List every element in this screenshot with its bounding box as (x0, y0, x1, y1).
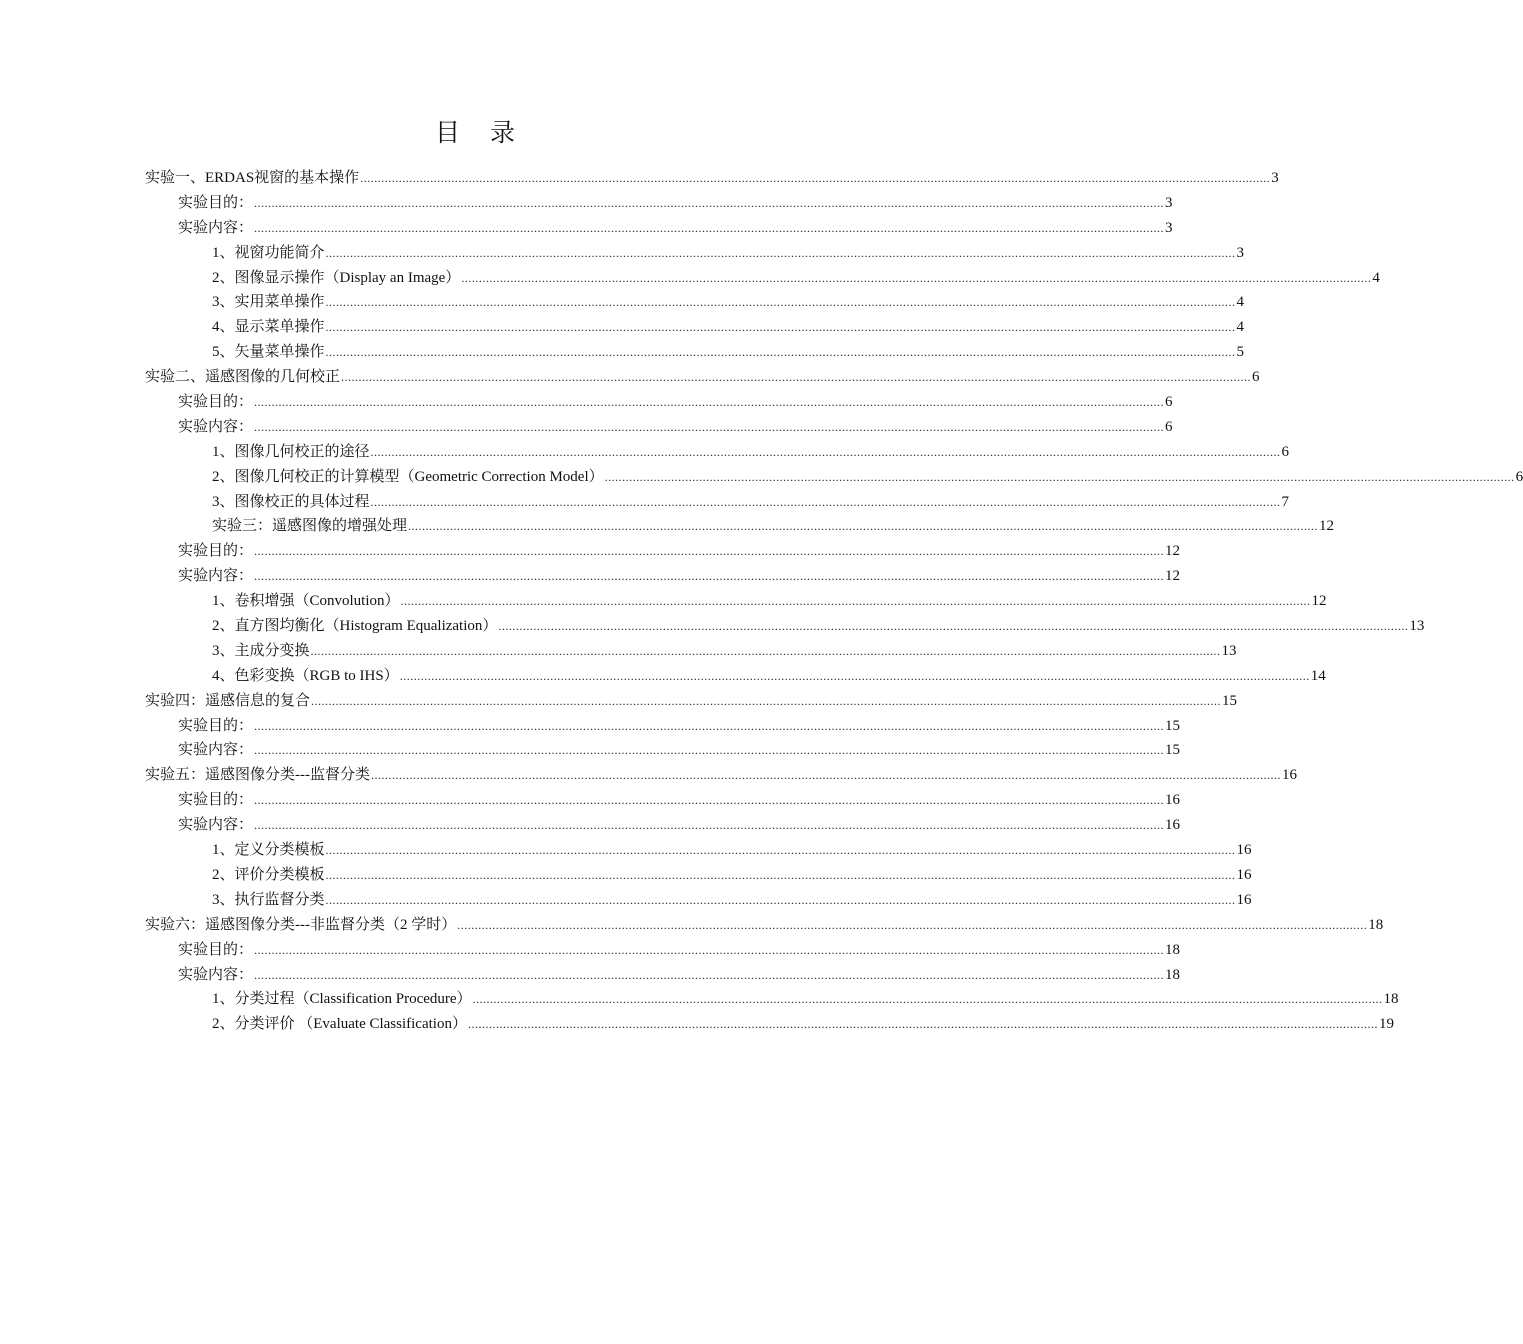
toc-entry-page-number: 4 (1236, 294, 1245, 311)
dot-leader: .................................................................................................................................................................................................................................................................... (325, 345, 1236, 360)
toc-entry-page-number: 18 (1165, 966, 1181, 983)
dot-leader: .................................................................................................................................................................................................................................................................... (370, 444, 1281, 459)
toc-entry-label: 1、卷积增强（Convolution） (212, 593, 400, 610)
toc-entry[interactable] (212, 888, 1252, 913)
toc-entry-page-number: 3 (1165, 219, 1173, 236)
toc-entry-label: 实验目的： (178, 394, 254, 411)
toc-entry[interactable] (178, 216, 1173, 241)
dot-leader: .................................................................................................................................................................................................................................................................... (341, 370, 1252, 385)
toc-entry-label: 实验一、ERDAS视窗的基本操作 (145, 170, 360, 186)
toc-heading-char-1: 目 (434, 120, 460, 147)
toc-entry-label: 实验目的： (178, 941, 254, 958)
toc-entry-label: 实验目的： (178, 792, 254, 809)
dot-leader: .................................................................................................................................................................................................................................................................... (311, 693, 1222, 708)
toc-entry-page-number: 4 (1372, 269, 1380, 286)
toc-entry-page-number: 15 (1165, 742, 1181, 759)
toc-entry[interactable] (178, 191, 1173, 216)
toc-entry-label: 2、分类评价 （Evaluate Classification） (212, 1016, 467, 1033)
toc-entry-label: 实验四：遥感信息的复合 (145, 692, 311, 709)
toc-entry-label: 实验内容： (178, 568, 254, 585)
toc-entry-page-number: 16 (1165, 817, 1181, 834)
toc-entry-label: 实验目的： (178, 717, 254, 734)
dot-leader: .................................................................................................................................................................................................................................................................... (325, 320, 1236, 335)
toc-entry-label: 实验六：遥感图像分类---非监督分类（2 学时） (145, 916, 457, 933)
toc-entry-page-number: 13 (1221, 642, 1237, 659)
toc-entry-label: 1、图像几何校正的途径 (212, 443, 370, 460)
toc-entry-page-number: 16 (1236, 891, 1252, 908)
toc-entry[interactable] (178, 738, 1181, 763)
toc-entry-label: 实验内容： (178, 817, 254, 834)
dot-leader: .................................................................................................................................................................................................................................................................... (254, 395, 1165, 410)
toc-entry[interactable] (178, 938, 1181, 963)
dot-leader: .................................................................................................................................................................................................................................................................... (254, 195, 1165, 210)
toc-entry-page-number: 18 (1383, 991, 1399, 1008)
dot-leader: .................................................................................................................................................................................................................................................................... (461, 270, 1372, 285)
toc-entry-page-number: 18 (1165, 941, 1181, 958)
dot-leader: .................................................................................................................................................................................................................................................................... (371, 768, 1281, 783)
dot-leader: .................................................................................................................................................................................................................................................................... (399, 668, 1310, 683)
toc-entry[interactable] (212, 241, 1245, 266)
toc-entry-label: 3、主成分变换 (212, 642, 310, 659)
toc-entry-label: 3、执行监督分类 (212, 891, 325, 908)
toc-entry[interactable] (145, 689, 1238, 714)
toc-entry[interactable] (212, 440, 1290, 465)
toc-entry-page-number: 13 (1409, 618, 1425, 635)
toc-entry-label: 4、显示菜单操作 (212, 319, 325, 336)
dot-leader: .................................................................................................................................................................................................................................................................... (310, 643, 1221, 658)
toc-entry-page-number: 15 (1165, 717, 1181, 734)
toc-entry-page-number: 12 (1319, 518, 1335, 535)
toc-entry[interactable] (212, 266, 1380, 291)
toc-entry[interactable] (212, 290, 1245, 315)
dot-leader: .................................................................................................................................................................................................................................................................... (467, 1017, 1378, 1032)
toc-entry[interactable] (145, 365, 1260, 390)
toc-entry[interactable] (212, 639, 1237, 664)
dot-leader: .................................................................................................................................................................................................................................................................... (325, 245, 1236, 260)
toc-entry[interactable] (212, 340, 1245, 365)
dot-leader: .................................................................................................................................................................................................................................................................... (254, 718, 1165, 733)
toc-entry[interactable] (212, 664, 1326, 689)
toc-entry-page-number: 12 (1165, 568, 1181, 585)
dot-leader: .................................................................................................................................................................................................................................................................... (498, 619, 1409, 634)
dot-leader: .................................................................................................................................................................................................................................................................... (254, 544, 1165, 559)
toc-entry-page-number: 19 (1378, 1016, 1394, 1033)
toc-entry-label: 实验五：遥感图像分类---监督分类 (145, 767, 370, 784)
dot-leader: .................................................................................................................................................................................................................................................................... (254, 793, 1165, 808)
dot-leader: .................................................................................................................................................................................................................................................................... (325, 295, 1236, 310)
dot-leader: .................................................................................................................................................................................................................................................................... (325, 843, 1236, 858)
toc-entry-label: 1、定义分类模板 (212, 842, 325, 859)
toc-entry-label: 实验内容： (178, 219, 254, 236)
toc-entry-label: 实验内容： (178, 418, 254, 435)
dot-leader: .................................................................................................................................................................................................................................................................... (360, 171, 1271, 185)
toc-entry-page-number: 6 (1515, 468, 1523, 485)
dot-leader: .................................................................................................................................................................................................................................................................... (325, 892, 1236, 907)
toc-entry[interactable] (212, 1012, 1394, 1037)
toc-entry[interactable] (212, 838, 1252, 863)
toc-entry-page-number: 6 (1165, 418, 1173, 435)
toc-entry[interactable] (212, 987, 1399, 1012)
toc-entry-page-number: 7 (1281, 493, 1290, 510)
dot-leader: .................................................................................................................................................................................................................................................................... (254, 220, 1165, 235)
toc-entry[interactable] (212, 514, 1335, 539)
dot-leader: .................................................................................................................................................................................................................................................................... (370, 494, 1281, 509)
toc-entry[interactable] (145, 913, 1384, 938)
dot-leader: .................................................................................................................................................................................................................................................................... (604, 469, 1515, 484)
dot-leader: .................................................................................................................................................................................................................................................................... (457, 917, 1368, 932)
toc-entry-label: 1、分类过程（Classification Procedure） (212, 991, 472, 1008)
toc-entry-page-number: 16 (1236, 866, 1252, 883)
toc-entry-page-number: 12 (1165, 543, 1181, 560)
dot-leader: .................................................................................................................................................................................................................................................................... (254, 967, 1165, 982)
toc-heading-char-2: 录 (490, 120, 516, 147)
toc-entry[interactable] (178, 714, 1181, 739)
toc-entry-label: 实验目的： (178, 543, 254, 560)
toc-entry-label: 3、实用菜单操作 (212, 294, 325, 311)
toc-entry[interactable] (212, 465, 1523, 490)
toc-entry-page-number: 6 (1252, 369, 1260, 386)
toc-entry-page-number: 3 (1165, 194, 1173, 211)
toc-entry-label: 实验三：遥感图像的增强处理 (212, 518, 408, 535)
toc-entry[interactable] (212, 490, 1290, 515)
toc-entry-label: 2、图像显示操作（Display an Image） (212, 269, 461, 286)
toc-entry[interactable] (212, 315, 1245, 340)
dot-leader: .................................................................................................................................................................................................................................................................... (325, 867, 1236, 882)
dot-leader: .................................................................................................................................................................................................................................................................... (408, 519, 1319, 534)
toc-entry-label: 实验内容： (178, 966, 254, 983)
toc-entry-page-number: 14 (1310, 667, 1326, 684)
toc-entry[interactable] (178, 564, 1181, 589)
toc-entry[interactable] (145, 166, 1279, 191)
dot-leader: .................................................................................................................................................................................................................................................................... (254, 818, 1165, 833)
toc-entry[interactable] (178, 415, 1173, 440)
toc-entry[interactable] (178, 539, 1181, 564)
toc-entry-page-number: 16 (1282, 767, 1297, 784)
toc-entry[interactable] (212, 589, 1327, 614)
toc-entry-label: 实验内容： (178, 742, 254, 759)
toc-entry-page-number: 16 (1165, 792, 1181, 809)
toc-entry-page-number: 12 (1311, 593, 1327, 610)
toc-entry-label: 2、评价分类模板 (212, 866, 325, 883)
dot-leader: .................................................................................................................................................................................................................................................................... (472, 992, 1383, 1007)
dot-leader: .................................................................................................................................................................................................................................................................... (254, 942, 1165, 957)
table-of-contents (0, 166, 1523, 1037)
toc-entry[interactable] (178, 963, 1181, 988)
toc-entry[interactable] (178, 390, 1173, 415)
dot-leader: .................................................................................................................................................................................................................................................................... (254, 569, 1165, 584)
toc-entry-label: 3、图像校正的具体过程 (212, 493, 370, 510)
toc-entry-label: 4、色彩变换（RGB to IHS） (212, 667, 399, 684)
toc-entry[interactable] (212, 614, 1425, 639)
toc-heading (0, 116, 950, 152)
toc-entry-page-number: 3 (1236, 244, 1245, 261)
toc-entry-label: 1、视窗功能简介 (212, 244, 325, 261)
toc-entry-page-number: 15 (1222, 692, 1238, 709)
toc-entry-label: 5、矢量菜单操作 (212, 344, 325, 361)
toc-entry[interactable] (212, 863, 1252, 888)
toc-entry-page-number: 16 (1236, 842, 1252, 859)
toc-entry-page-number: 18 (1368, 916, 1384, 933)
dot-leader: .................................................................................................................................................................................................................................................................... (254, 743, 1165, 758)
toc-entry[interactable] (178, 813, 1181, 838)
dot-leader: .................................................................................................................................................................................................................................................................... (400, 594, 1311, 609)
toc-entry-label: 实验目的： (178, 194, 254, 211)
toc-entry[interactable] (145, 763, 1297, 788)
toc-entry-page-number: 5 (1236, 344, 1245, 361)
toc-entry-page-number: 6 (1281, 443, 1290, 460)
toc-entry[interactable] (178, 788, 1181, 813)
toc-entry-page-number: 3 (1271, 170, 1279, 186)
toc-entry-label: 2、图像几何校正的计算模型（Geometric Correction Model） (212, 468, 604, 485)
toc-entry-page-number: 4 (1236, 319, 1245, 336)
toc-entry-label: 2、直方图均衡化（Histogram Equalization） (212, 618, 498, 635)
dot-leader: .................................................................................................................................................................................................................................................................... (254, 419, 1165, 434)
toc-entry-page-number: 6 (1165, 394, 1173, 411)
toc-entry-label: 实验二、遥感图像的几何校正 (145, 369, 341, 386)
